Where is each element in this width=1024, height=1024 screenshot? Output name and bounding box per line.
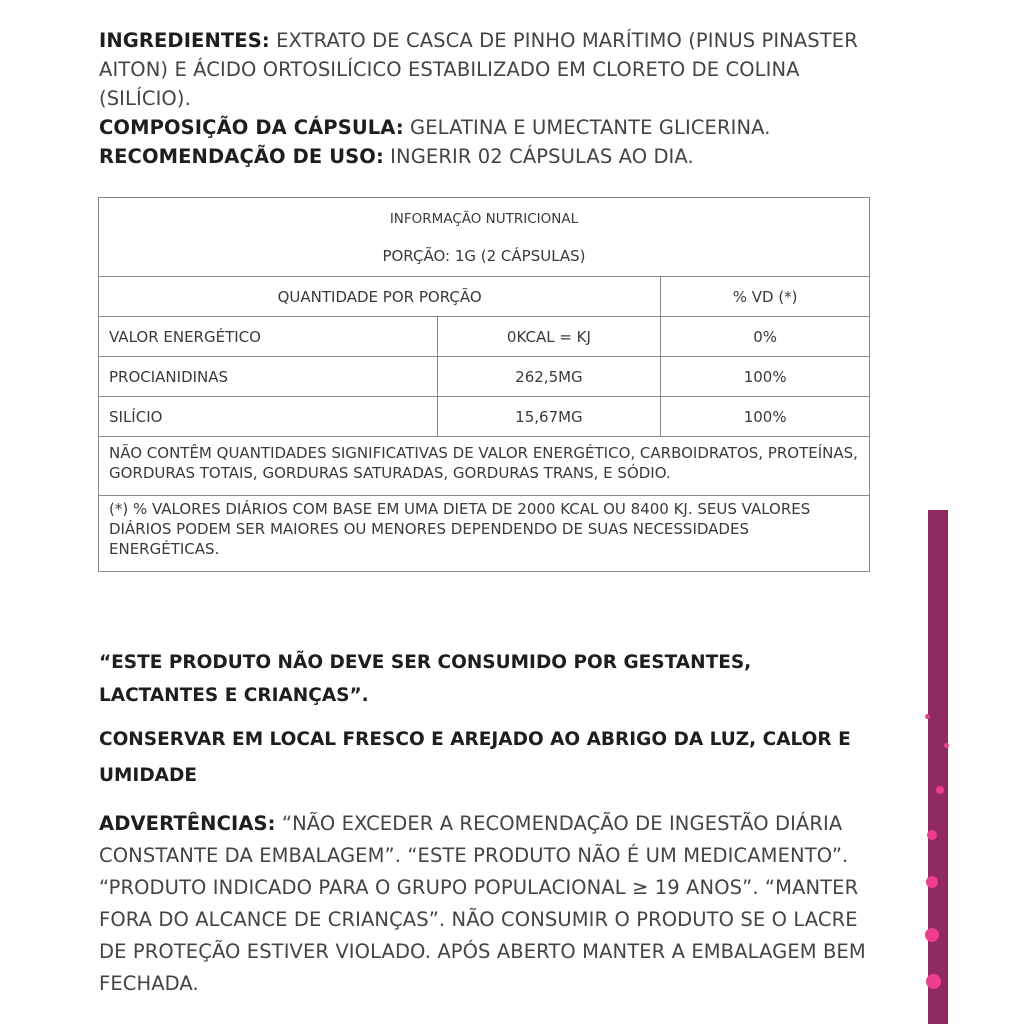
nutrition-footnote-row — [99, 496, 870, 572]
usage-paragraph — [99, 142, 879, 171]
column-header-vd: % VD (*) — [661, 277, 870, 317]
nutrient-amount: 262,5MG — [437, 357, 661, 397]
nutrition-column-header-row — [99, 277, 870, 317]
nutrition-note: NÃO CONTÊM QUANTIDADES SIGNIFICATIVAS DE VALOR ENERGÉTICO, CARBOIDRATOS, PROTEÍNAS, GORDURAS TOTAIS, GORDURAS SATURADAS, GORDURAS TRANS, E SÓDIO. — [99, 437, 870, 496]
nutrient-name: PROCIANIDINAS — [99, 357, 438, 397]
nutrition-title: INFORMAÇÃO NUTRICIONAL — [389, 210, 579, 227]
decorative-dot — [926, 974, 941, 989]
table-row — [99, 317, 870, 357]
warnings-block — [99, 808, 879, 1000]
decorative-dot — [944, 743, 949, 748]
decorative-dot — [925, 928, 939, 942]
usage-label: RECOMENDAÇÃO DE USO: — [99, 145, 384, 168]
pregnancy-warning: “ESTE PRODUTO NÃO DEVE SER CONSUMIDO POR GESTANTES, LACTANTES E CRIANÇAS”. — [99, 652, 752, 706]
nutrition-header-cell — [99, 198, 870, 277]
ingredients-paragraph — [99, 26, 879, 113]
nutrient-vd: 100% — [661, 357, 870, 397]
nutrient-vd: 100% — [661, 397, 870, 437]
ingredients-text: EXTRATO DE CASCA DE PINHO MARÍTIMO (PINUS PINASTER AITON) E ÁCIDO ORTOSILÍCICO ESTABILIZADO EM CLORETO DE COLINA (SILÍCIO). — [99, 29, 858, 110]
decorative-dot — [925, 714, 930, 719]
storage-instructions: CONSERVAR EM LOCAL FRESCO E AREJADO AO ABRIGO DA LUZ, CALOR E UMIDADE — [99, 729, 851, 786]
decorative-dot — [926, 876, 938, 888]
nutrition-portion: PORÇÃO: 1G (2 CÁPSULAS) — [382, 246, 586, 265]
nutrition-header-row — [99, 198, 870, 277]
table-row — [99, 397, 870, 437]
nutrient-name: VALOR ENERGÉTICO — [99, 317, 438, 357]
capsule-paragraph — [99, 113, 879, 142]
warnings-text: “NÃO EXCEDER A RECOMENDAÇÃO DE INGESTÃO DIÁRIA CONSTANTE DA EMBALAGEM”. “ESTE PRODUTO NÃO É UM MEDICAMENTO”. “PRODUTO INDICADO PARA O GRUPO POPULACIONAL ≥ 19 ANOS”. “MANTER FORA DO ALCANCE DE CRIANÇAS”. NÃO CONSUMIR O PRODUTO SE O LACRE DE PROTEÇÃO ESTIVER VIOLADO. APÓS ABERTO MANTER A EMBALAGEM BEM FECHADA. — [99, 812, 866, 995]
column-header-quantity: QUANTIDADE POR PORÇÃO — [99, 277, 661, 317]
nutrient-amount: 0KCAL = KJ — [437, 317, 661, 357]
table-row — [99, 357, 870, 397]
nutrient-vd: 0% — [661, 317, 870, 357]
product-info-block — [99, 26, 879, 171]
nutrient-name: SILÍCIO — [99, 397, 438, 437]
nutrient-amount: 15,67MG — [437, 397, 661, 437]
decorative-dot — [927, 830, 937, 840]
capsule-label: COMPOSIÇÃO DA CÁPSULA: — [99, 116, 404, 139]
nutrition-footnote: (*) % VALORES DIÁRIOS COM BASE EM UMA DIETA DE 2000 KCAL OU 8400 KJ. SEUS VALORES DIÁRIOS PODEM SER MAIORES OU MENORES DEPENDENDO DE SUAS NECESSIDADES ENERGÉTICAS. — [99, 496, 870, 572]
decorative-dot — [936, 786, 944, 794]
ingredients-label: INGREDIENTES: — [99, 29, 270, 52]
capsule-text: GELATINA E UMECTANTE GLICERINA. — [403, 116, 771, 139]
nutrition-table — [98, 197, 870, 572]
warnings-label: ADVERTÊNCIAS: — [99, 812, 276, 835]
nutrition-note-row — [99, 437, 870, 496]
decorative-side-bar — [928, 510, 948, 1024]
usage-text: INGERIR 02 CÁPSULAS AO DIA. — [383, 145, 694, 168]
warnings-paragraph — [99, 808, 879, 1000]
